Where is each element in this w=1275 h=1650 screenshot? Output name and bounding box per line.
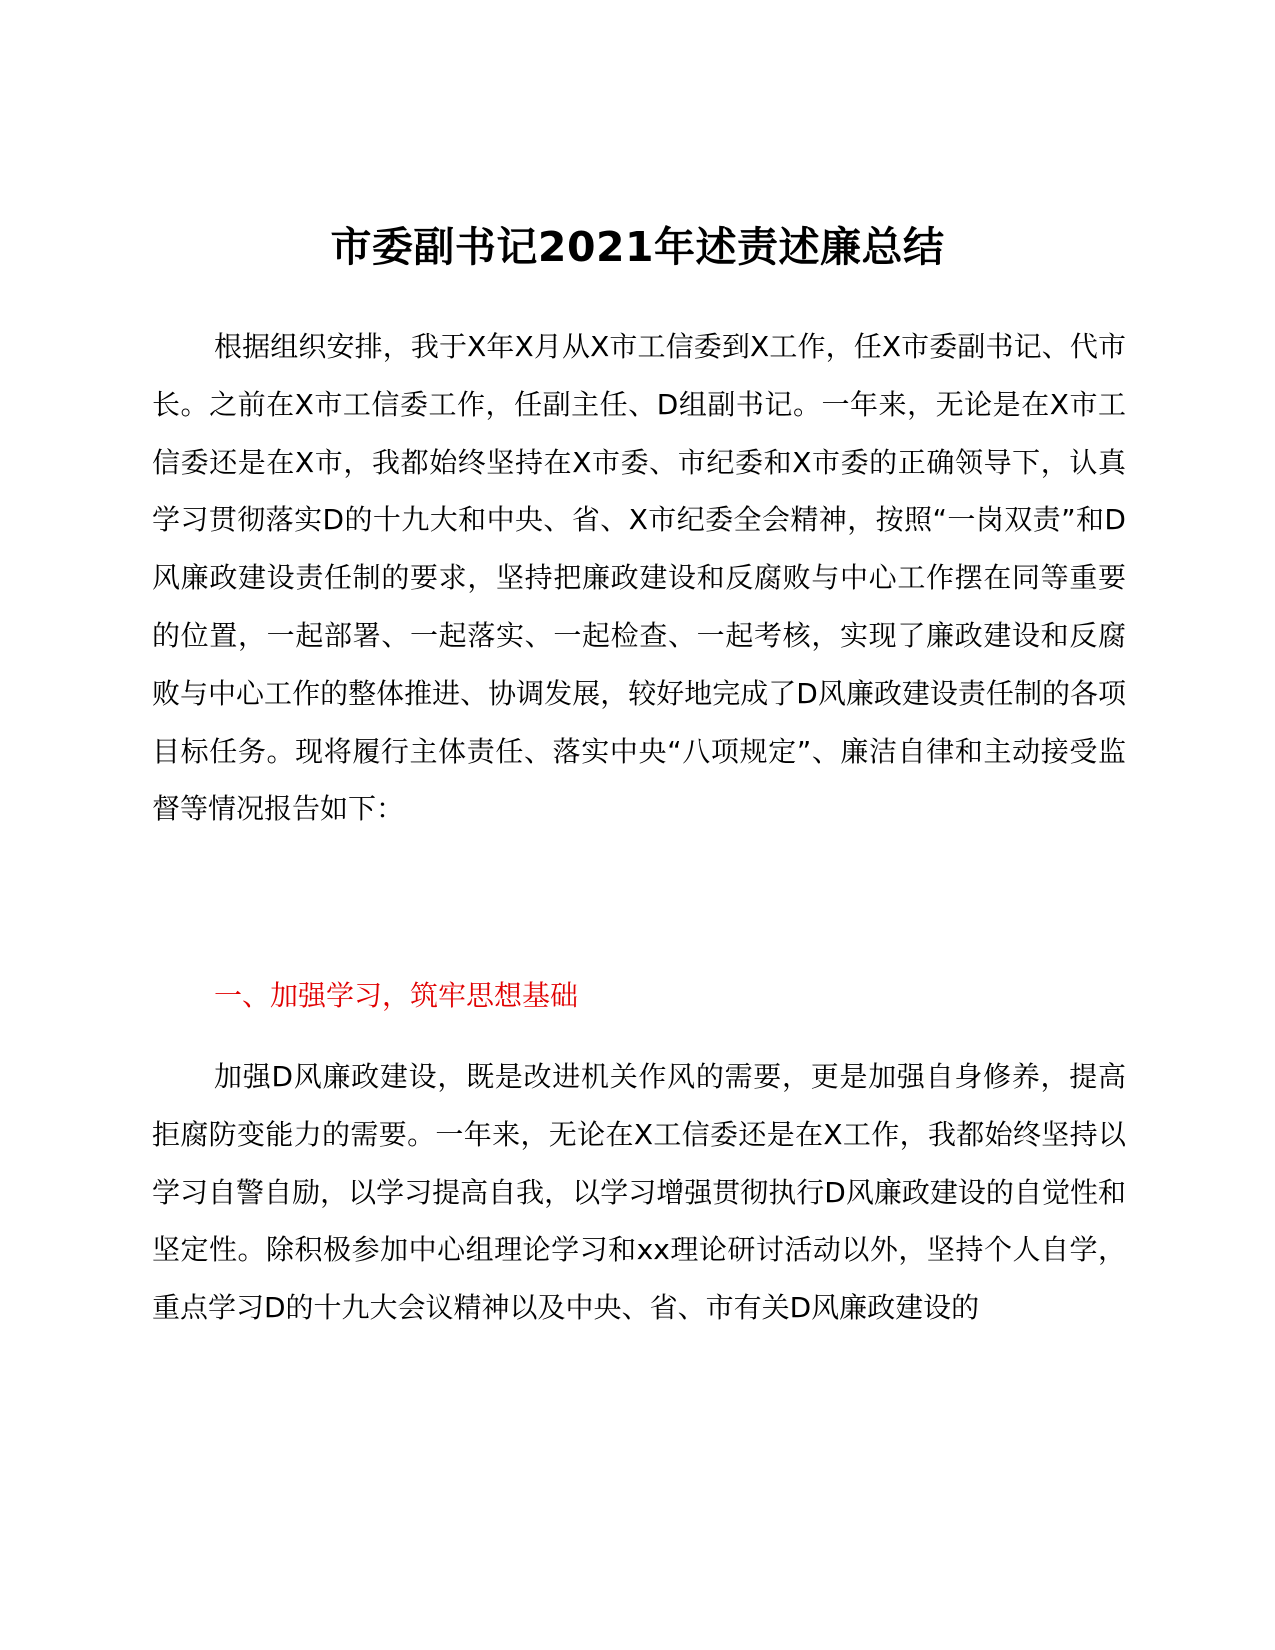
document-title: 市委副书记2021年述责述廉总结 [330,223,945,271]
paragraph-intro: 根据组织安排，我于X年X月从X市工信委到X工作，任X市委副书记、代市长。之前在X市工信委工作，任副主任、D组副书记。一年来，无论是在X市工信委还是在X市，我都始终坚持在X市委、市纪委和X市委的正确领导下，认真学习贯彻落实D的十九大和中央、省、X市纪委全会精神，按照“一岗双责”和D风廉政建设责任制的要求，坚持把廉政建设和反腐败与中心工作摆在同等重要的位置，一起部署、一起落实、一起检查、一起考核，实现了廉政建设和反腐败与中心工作的整体推进、协调发展，较好地完成了D风廉政建设责任制的各项目标任务。现将履行主体责任、落实中央“八项规定”、廉洁自律和主动接受监督等情况报告如下： [152,330,1126,826]
paragraph-section-1: 加强D风廉政建设，既是改进机关作风的需要，更是加强自身修养，提高拒腐防变能力的需要。一年来，无论在X工信委还是在X工作，我都始终坚持以学习自警自励，以学习提高自我，以学习增强贯彻执行D风廉政建设的自觉性和坚定性。除积极参加中心组理论学习和xx理论研讨活动以外，坚持个人自学，重点学习D的十九大会议精神以及中央、省、市有关D风廉政建设的 [152,1060,1126,1325]
section-heading: 一、加强学习，筑牢思想基础 [214,979,579,1012]
